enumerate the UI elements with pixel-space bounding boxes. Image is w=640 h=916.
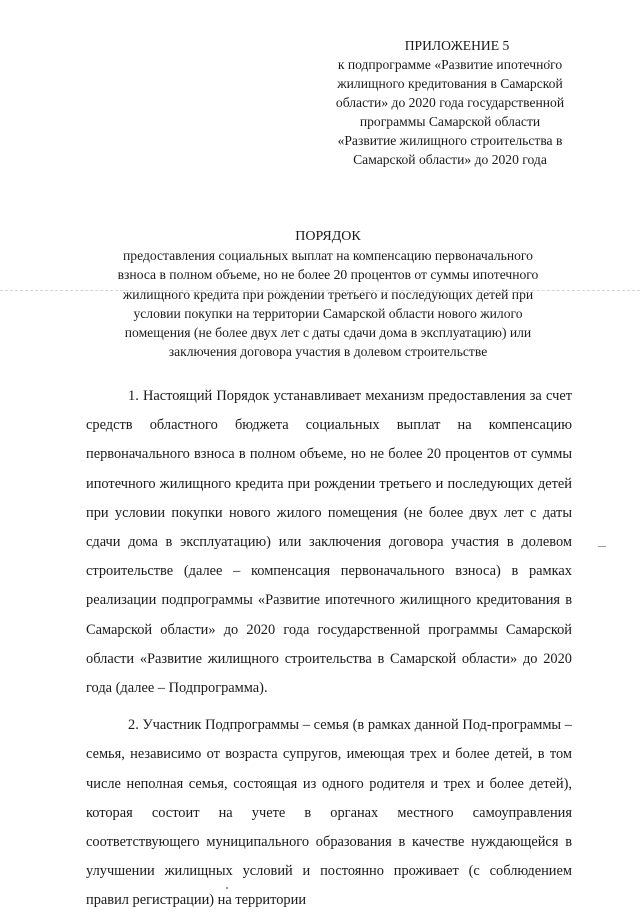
appendix-header: ПРИЛОЖЕНИЕ 5 [404,38,510,53]
document-title: ПОРЯДОК [295,229,361,244]
appendix-line: «Развитие жилищного строительства в [337,133,563,148]
scan-speck [598,546,606,547]
appendix-line: жилищного кредитования в Самарской [337,76,563,91]
appendix-line: программы Самарской области [359,114,541,129]
title-line: условии покупки на территории Самарской области нового жилого [133,305,523,321]
appendix-line: к подпрограмме «Развитие ипотечного [337,57,563,72]
title-line: жилищного кредита при рождении третьего и последующих детей при [122,286,534,302]
paragraph-2: 2. Участник Подпрограммы – семья (в рамках данной Под-программы – семья, независимо от возраста супругов, имеющая трех и более детей, в том числе неполная семья, состоящая из одного родителя и трех и более детей), которая состоит на учете в органах местного самоуправления соответствующего муниципального образования в качестве нуждающейся в улучшении жилищных условий и постоянно проживает (с соблюдением правил регистрации) на территории [86,717,572,909]
title-line: предоставления социальных выплат на компенсацию первоначального [123,248,533,264]
appendix-line: Самарской области» до 2020 года [353,152,547,167]
appendix-line: области» до 2020 года государственной [335,95,565,110]
appendix-block [300,36,600,169]
title-line: заключения договора участия в долевом строительстве [168,344,488,360]
document-body [86,382,572,916]
title-line: помещения (не более двух лет с даты сдачи дома в эксплуатацию) или [124,325,532,341]
title-line: взноса в полном объеме, но не более 20 процентов от суммы ипотечного [117,267,539,283]
paragraph-1: 1. Настоящий Порядок устанавливает механизм предоставления за счет средств областного бюджета социальных выплат на компенсацию первоначального взноса в полном объеме, но не более 20 процентов от суммы ипотечного жилищного кредита при рождении третьего и последующих детей при условии покупки нового жилого помещения (не более двух лет с даты сдачи дома в эксплуатацию) или заключения договора участия в долевом строительстве (далее – компенсация первоначального взноса) в рамках реализации подпрограммы «Развитие ипотечного жилищного кредитования в Самарской области» до 2020 года государственной программы Самарской области «Развитие жилищного строительства в Самарской области» до 2020 года (далее – Подпрограмма). [86,388,572,697]
document-title-block [78,227,578,361]
